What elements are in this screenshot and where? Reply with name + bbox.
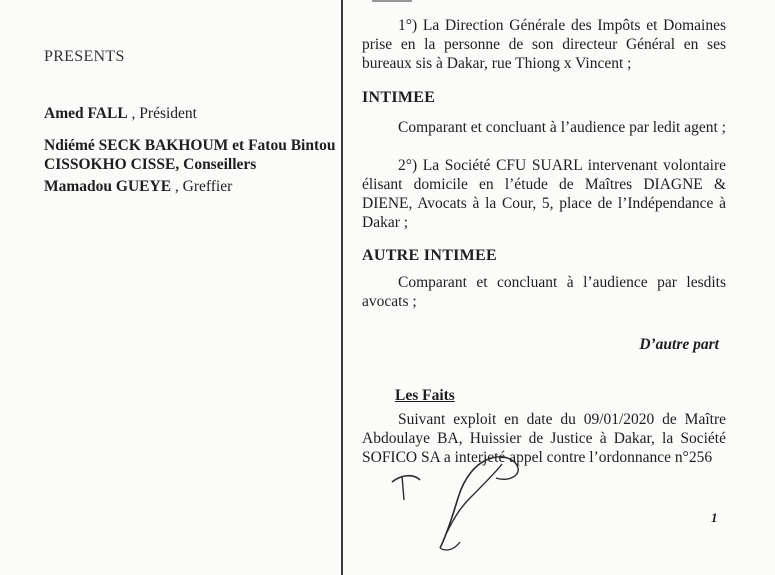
member-president [44, 104, 344, 123]
page-number: 1 [711, 510, 718, 525]
member-clerk [44, 177, 344, 196]
cut-off-text-fragment [372, 0, 412, 7]
member-name: Amed FALL [44, 105, 128, 122]
handwritten-signature [380, 452, 540, 562]
presents-label: PRESENTS [44, 48, 125, 65]
facts-heading: Les Faits [395, 387, 455, 404]
other-part-label: D’autre part [639, 336, 719, 353]
party-2-paragraph: 2°) La Société CFU SUARL intervenant volontaire élisant domicile en l’étude de Maîtres DIAGNE & DIENE, Avocats à la Cour, 5, place de l’Indépendance à Dakar ; [362, 157, 726, 231]
member-role: , Président [127, 105, 197, 122]
member-name: Mamadou GUEYE [44, 178, 172, 195]
autre-intimee-heading: AUTRE INTIMEE [362, 247, 498, 264]
member-role: , Greffier [171, 178, 233, 195]
intimee-paragraph: Comparant et concluant à l’audience par ledit agent ; [398, 119, 726, 136]
column-divider [341, 0, 343, 575]
intimee-heading: INTIMEE [362, 89, 436, 106]
member-counselors [44, 136, 344, 174]
member-name: Ndiémé SECK BAKHOUM et Fatou Bintou CISSOKHO CISSE, Conseillers [44, 137, 336, 173]
party-1-paragraph: 1°) La Direction Générale des Impôts et Domaines prise en la personne de son directeur Général en ses bureaux sis à Dakar, rue Thiong x Vincent ; [362, 17, 726, 72]
facts-paragraph: Suivant exploit en date du 09/01/2020 de Maître Abdoulaye BA, Huissier de Justice à Dakar, la Société SOFICO SA a interjeté appel contre l’ordonnance n°256 [362, 411, 726, 466]
autre-intimee-paragraph: Comparant et concluant à l’audience par lesdits avocats ; [362, 274, 726, 310]
